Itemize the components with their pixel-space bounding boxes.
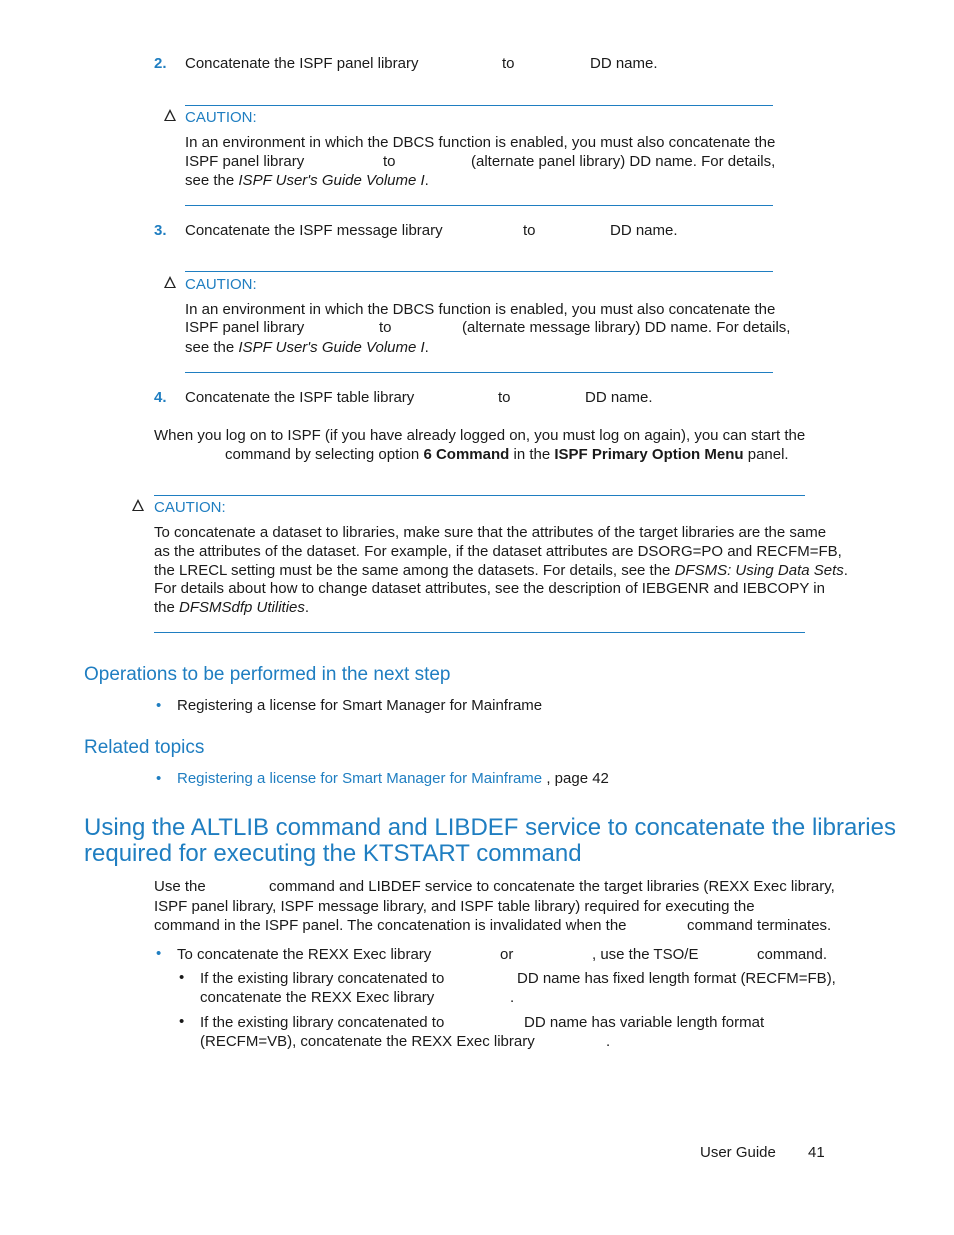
step-text: Concatenate the ISPF panel library bbox=[185, 55, 419, 72]
caution-text: as the attributes of the dataset. For example, if the dataset attributes are DSORG=PO and RECFM=FB, bbox=[154, 543, 842, 560]
warning-icon bbox=[164, 276, 176, 288]
step-number: 3. bbox=[154, 222, 167, 239]
step-text: to bbox=[498, 389, 511, 406]
body-paragraph: command in the ISPF panel. The concatenation is invalidated when the bbox=[154, 917, 627, 934]
caution-label: CAUTION: bbox=[185, 276, 257, 293]
body-paragraph: Use the bbox=[154, 878, 206, 895]
section-title: Using the ALTLIB command and LIBDEF service to concatenate the libraries bbox=[84, 814, 896, 841]
sub-list-item: If the existing library concatenated to bbox=[200, 1014, 445, 1031]
page-number: 41 bbox=[808, 1144, 825, 1161]
related-topic-link[interactable]: Registering a license for Smart Manager for Mainframe bbox=[177, 770, 543, 787]
section-title: required for executing the KTSTART command bbox=[84, 840, 582, 867]
caution-text: (alternate panel library) DD name. For details, bbox=[471, 153, 776, 170]
body-paragraph: command and LIBDEF service to concatenate the target libraries (REXX Exec library, bbox=[269, 878, 835, 895]
sub-list-item: If the existing library concatenated to bbox=[200, 970, 445, 987]
caution-rule-top bbox=[185, 105, 773, 106]
list-item: Registering a license for Smart Manager for Mainframe , page 42 bbox=[177, 770, 609, 787]
caution-rule-bottom bbox=[185, 205, 773, 206]
option-name: 6 Command bbox=[423, 446, 510, 463]
caution-rule-top bbox=[154, 495, 805, 496]
caution-text: To concatenate a dataset to libraries, make sure that the attributes of the target libraries are the same bbox=[154, 524, 827, 541]
caution-text: In an environment in which the DBCS function is enabled, you must also concatenate the bbox=[185, 134, 776, 151]
list-item: command. bbox=[757, 946, 828, 963]
step-number: 2. bbox=[154, 55, 167, 72]
subheading-next-step: Operations to be performed in the next step bbox=[84, 664, 451, 685]
list-item: To concatenate the REXX Exec library bbox=[177, 946, 432, 963]
sub-list-item: . bbox=[510, 989, 515, 1006]
step-text: Concatenate the ISPF message library bbox=[185, 222, 443, 239]
sub-bullet-icon: • bbox=[179, 969, 185, 986]
sub-list-item: DD name has fixed length format (RECFM=FB), bbox=[517, 970, 836, 987]
sub-bullet-icon: • bbox=[179, 1013, 185, 1030]
caution-text: to bbox=[379, 319, 392, 336]
manual-title: DFSMSdfp Utilities bbox=[179, 599, 305, 616]
list-item: Registering a license for Smart Manager for Mainframe bbox=[177, 697, 543, 714]
step-text: to bbox=[523, 222, 536, 239]
caution-text: see the ISPF User's Guide Volume I. bbox=[185, 339, 429, 356]
warning-icon bbox=[164, 109, 176, 121]
sub-list-item: (RECFM=VB), concatenate the REXX Exec library bbox=[200, 1033, 535, 1050]
step-text: to bbox=[502, 55, 515, 72]
sub-list-item: concatenate the REXX Exec library bbox=[200, 989, 435, 1006]
list-item: , use the TSO/E bbox=[592, 946, 699, 963]
caution-text: For details about how to change dataset attributes, see the description of IEBGENR and IEBCOPY in bbox=[154, 580, 825, 597]
caution-text: ISPF panel library bbox=[185, 153, 305, 170]
bullet-icon: • bbox=[156, 770, 162, 787]
body-paragraph: command by selecting option 6 Command in the ISPF Primary Option Menu panel. bbox=[225, 446, 789, 463]
bullet-icon: • bbox=[156, 697, 162, 714]
sub-list-item: . bbox=[606, 1033, 611, 1050]
step-text: DD name. bbox=[610, 222, 678, 239]
caution-text: the DFSMSdfp Utilities. bbox=[154, 599, 310, 616]
caution-text: (alternate message library) DD name. For details, bbox=[462, 319, 791, 336]
body-paragraph: When you log on to ISPF (if you have already logged on, you must log on again), you can start the bbox=[154, 427, 806, 444]
sub-list-item: DD name has variable length format bbox=[524, 1014, 765, 1031]
step-text: DD name. bbox=[590, 55, 658, 72]
step-text: Concatenate the ISPF table library bbox=[185, 389, 415, 406]
caution-text: ISPF panel library bbox=[185, 319, 305, 336]
caution-text: to bbox=[383, 153, 396, 170]
bullet-icon: • bbox=[156, 945, 162, 962]
menu-name: ISPF Primary Option Menu bbox=[554, 446, 744, 463]
caution-label: CAUTION: bbox=[185, 109, 257, 126]
caution-rule-top bbox=[185, 271, 773, 272]
caution-rule-bottom bbox=[185, 372, 773, 373]
manual-title: ISPF User's Guide Volume I bbox=[238, 172, 425, 189]
caution-label: CAUTION: bbox=[154, 499, 226, 516]
caution-rule-bottom bbox=[154, 632, 805, 633]
step-text: DD name. bbox=[585, 389, 653, 406]
manual-title: DFSMS: Using Data Sets bbox=[674, 562, 844, 579]
caution-text: In an environment in which the DBCS function is enabled, you must also concatenate the bbox=[185, 301, 776, 318]
body-paragraph: command terminates. bbox=[687, 917, 832, 934]
warning-icon bbox=[132, 499, 144, 511]
subheading-related-topics: Related topics bbox=[84, 737, 205, 758]
footer-label: User Guide bbox=[700, 1144, 776, 1161]
manual-title: ISPF User's Guide Volume I bbox=[238, 339, 425, 356]
caution-text: the LRECL setting must be the same among the datasets. For details, see the DFSMS: Using Data Sets. bbox=[154, 562, 848, 579]
body-paragraph: ISPF panel library, ISPF message library, and ISPF table library) required for executing the bbox=[154, 898, 755, 915]
caution-text: see the ISPF User's Guide Volume I. bbox=[185, 172, 429, 189]
list-item: or bbox=[500, 946, 514, 963]
step-number: 4. bbox=[154, 389, 167, 406]
